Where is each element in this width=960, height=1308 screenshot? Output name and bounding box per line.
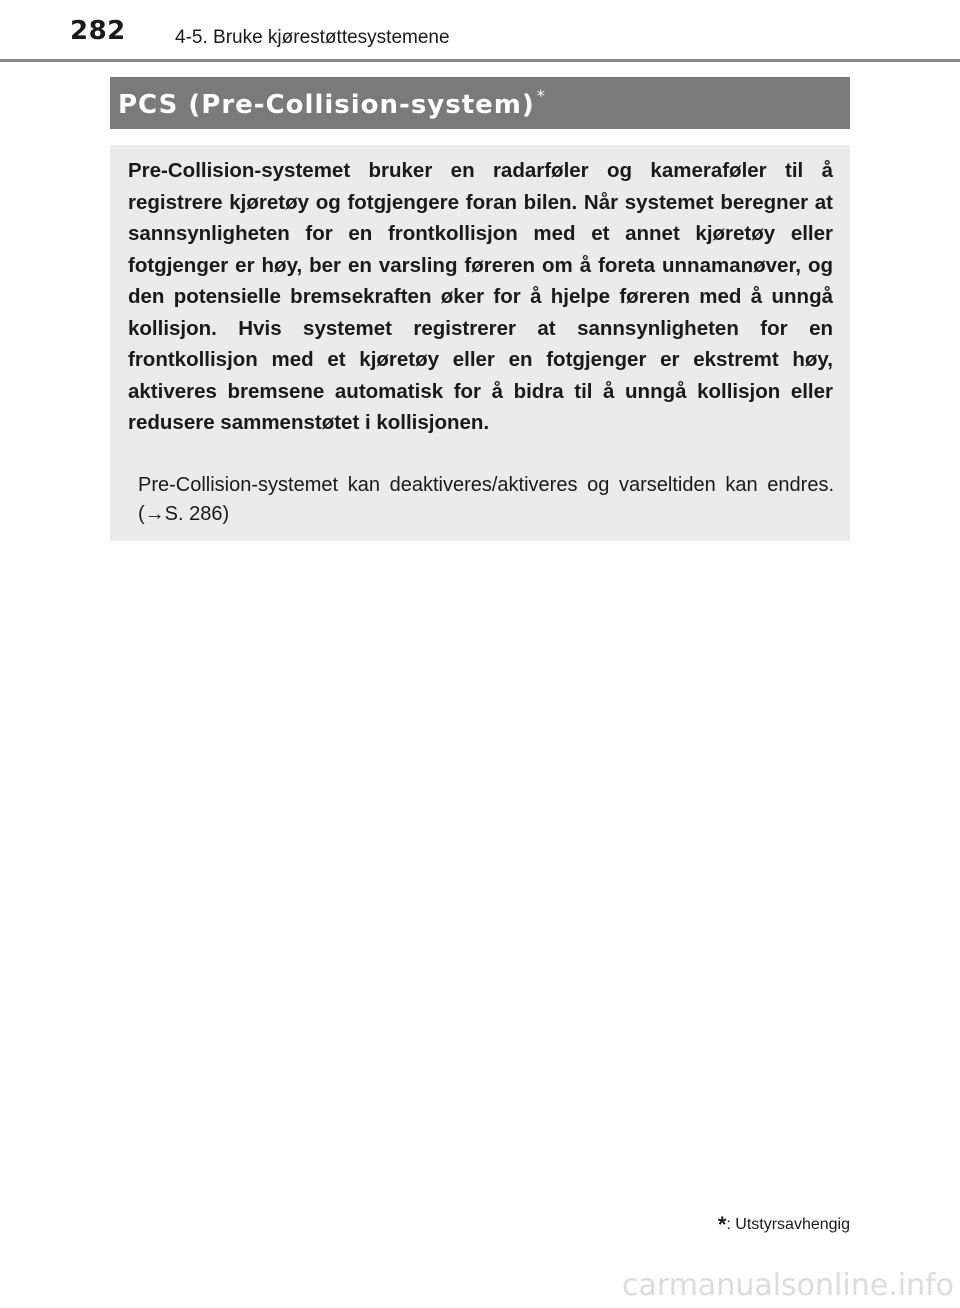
intro-box [110,145,850,541]
header-divider [0,59,960,62]
page-header [0,0,960,64]
footnote-text: : Utstyrsavhengig [726,1216,850,1233]
footnote-asterisk: * [717,1212,727,1237]
page-title-text: PCS (Pre-Collision-system) [118,90,535,120]
page-number: 282 [70,16,126,46]
title-banner [110,77,850,129]
watermark: carmanualsonline.info [622,1268,954,1303]
section-title: 4-5. Bruke kjørestøttesystemene [175,27,450,48]
intro-paragraph: Pre-Collision-systemet bruker en radarføler og kameraføler til å registrere kjøretøy og fotgjengere foran bilen. Når systemet beregner at sannsynligheten for en frontkollisjon med et annet kjøretøy eller fotgjenger er høy, ber en varsling føreren om å foreta unnamanøver, og den potensielle bremsekraften øker for å hjelpe føreren med å unngå kollisjon. Hvis systemet registrerer at sannsynligheten for en frontkollisjon med et kjøretøy eller en fotgjenger er ekstremt høy, aktiveres bremsene automatisk for å bidra til å unngå kollisjon eller redusere sammenstøtet i kollisjonen. [128,159,833,434]
intro-note: Pre-Collision-systemet kan deaktiveres/aktiveres og varseltiden kan endres. (→S. 286) [138,474,834,525]
footnote [718,1212,850,1238]
page-title [118,86,546,120]
title-asterisk: * [536,86,546,105]
